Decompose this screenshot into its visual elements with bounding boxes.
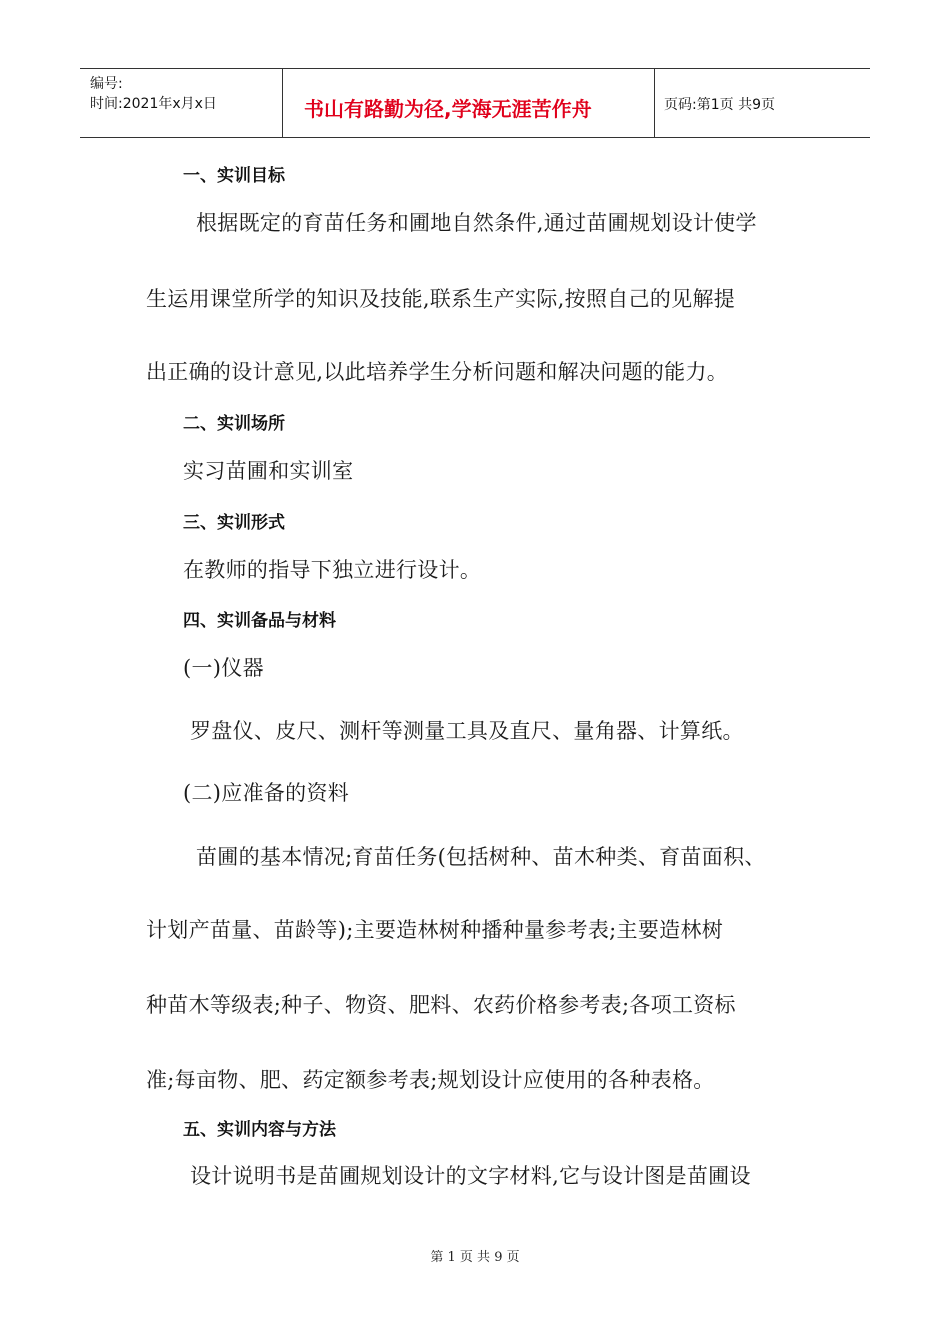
paragraph-line: 生运用课堂所学的知识及技能,联系生产实际,按照自己的见解提	[146, 287, 736, 311]
paragraph-line: 根据既定的育苗任务和圃地自然条件,通过苗圃规划设计使学	[196, 211, 757, 235]
paragraph-line: 苗圃的基本情况;育苗任务(包括树种、苗木种类、育苗面积、	[196, 845, 766, 869]
paragraph-line: 罗盘仪、皮尺、测杆等测量工具及直尺、量角器、计算纸。	[190, 719, 744, 743]
header-page-label: 页码:第1页 共9页	[664, 97, 775, 113]
subsection-heading-references: (二)应准备的资料	[183, 781, 350, 805]
paragraph-line: 设计说明书是苗圃规划设计的文字材料,它与设计图是苗圃设	[190, 1164, 751, 1188]
section-heading-goals: 一、实训目标	[183, 166, 285, 186]
document-number-label: 编号:	[90, 76, 123, 92]
header-page-cell	[654, 69, 870, 137]
document-date-label: 时间:2021年x月x日	[90, 96, 217, 112]
section-heading-format: 三、实训形式	[183, 513, 285, 533]
section-heading-location: 二、实训场所	[183, 414, 285, 434]
paragraph-line: 实习苗圃和实训室	[183, 459, 354, 483]
header-motto-cell	[282, 69, 655, 137]
paragraph-line: 出正确的设计意见,以此培养学生分析问题和解决问题的能力。	[146, 360, 729, 384]
paragraph-line: 准;每亩物、肥、药定额参考表;规划设计应使用的各种表格。	[146, 1068, 715, 1092]
section-heading-content: 五、实训内容与方法	[183, 1120, 336, 1140]
section-heading-materials: 四、实训备品与材料	[183, 611, 336, 631]
header-table	[80, 68, 870, 138]
paragraph-line: 种苗木等级表;种子、物资、肥料、农药价格参考表;各项工资标	[146, 993, 736, 1017]
subsection-heading-instruments: (一)仪器	[183, 656, 264, 680]
page-footer: 第 1 页 共 9 页	[430, 1250, 520, 1265]
paragraph-line: 计划产苗量、苗龄等);主要造林树种播种量参考表;主要造林树	[146, 918, 724, 942]
motto-text: 书山有路勤为径,学海无涯苦作舟	[304, 97, 592, 121]
header-left-cell	[80, 69, 283, 137]
paragraph-line: 在教师的指导下独立进行设计。	[183, 558, 482, 582]
